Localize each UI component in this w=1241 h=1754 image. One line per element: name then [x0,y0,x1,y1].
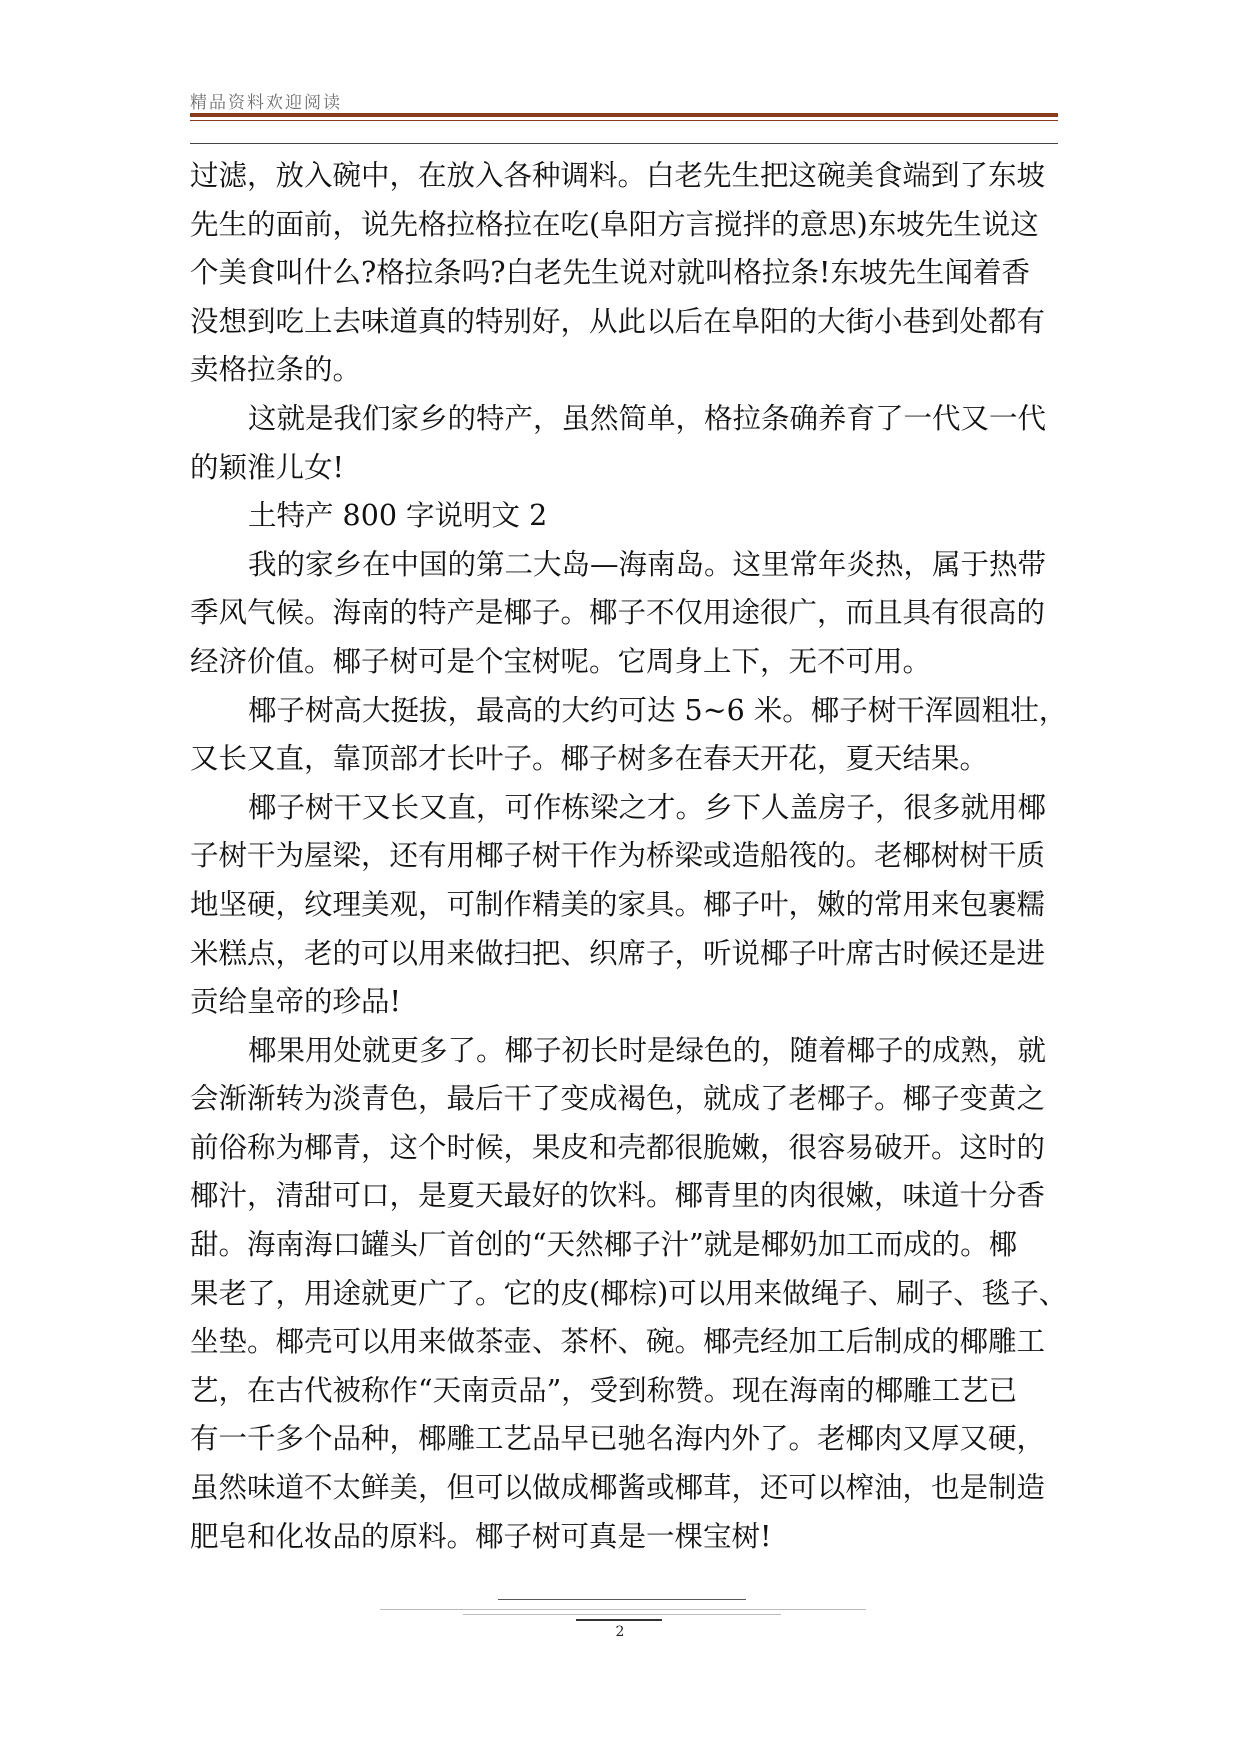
header-rule-thin [190,120,1058,121]
text-line: 地坚硬，纹理美观，可制作精美的家具。椰子叶，嫩的常用来包裹糯 [190,887,1046,921]
text-line: 会渐渐转为淡青色，最后干了变成褐色，就成了老椰子。椰子变黄之 [190,1082,1046,1116]
text-line: 艺，在古代被称作“天南贡品”，受到称赞。现在海南的椰雕工艺已 [190,1373,1018,1407]
text-line: 贡给皇帝的珍品! [190,985,401,1019]
footer-rule [576,1619,662,1621]
page-header-title: 精品资料欢迎阅读 [190,93,342,113]
text-line: 坐垫。椰壳可以用来做茶壶、茶杯、碗。椰壳经加工后制成的椰雕工 [190,1325,1046,1359]
text-line: 椰子树高大挺拔，最高的大约可达 5~6 米。椰子树干浑圆粗壮， [248,693,1068,727]
text-line: 子树干为屋梁，还有用椰子树干作为桥梁或造船筏的。老椰树树干质 [190,839,1046,873]
text-line: 椰汁，清甜可口，是夏天最好的饮料。椰青里的肉很嫩，味道十分香 [190,1179,1046,1213]
content-top-rule [190,143,1058,144]
text-line: 虽然味道不太鲜美，但可以做成椰酱或椰茸，还可以榨油，也是制造 [190,1471,1046,1505]
text-line: 果老了，用途就更广了。它的皮(椰棕)可以用来做绳子、刷子、毯子、 [190,1276,1068,1310]
text-line: 过滤，放入碗中，在放入各种调料。白老先生把这碗美食端到了东坡 [190,159,1046,192]
text-line: 我的家乡在中国的第二大岛—海南岛。这里常年炎热，属于热带 [248,547,1047,581]
document-body [190,152,1070,1561]
text-line: 又长又直，靠顶部才长叶子。椰子树多在春天开花，夏天结果。 [190,742,989,776]
text-line: 经济价值。椰子树可是个宝树呢。它周身上下，无不可用。 [190,644,932,678]
footer-rule [380,1609,866,1610]
header-rule-thick [190,113,1058,117]
page-number: 2 [615,1624,625,1640]
text-line: 这就是我们家乡的特产，虽然简单，格拉条确养育了一代又一代 [248,401,1047,435]
text-line: 个美食叫什么?格拉条吗?白老先生说对就叫格拉条!东坡先生闻着香 [190,256,1031,290]
text-line: 有一千多个品种，椰雕工艺品早已驰名海内外了。老椰肉又厚又硬， [190,1422,1046,1456]
footer-rule [463,1614,781,1615]
footer-rule [498,1599,746,1600]
text-line: 椰果用处就更多了。椰子初长时是绿色的，随着椰子的成熟，就 [248,1033,1047,1067]
text-line: 先生的面前，说先格拉格拉在吃(阜阳方言搅拌的意思)东坡先生说这 [190,207,1039,241]
text-line: 卖格拉条的。 [190,353,362,387]
text-line: 没想到吃上去味道真的特别好，从此以后在阜阳的大街小巷到处都有 [190,304,1046,338]
text-line: 肥皂和化妆品的原料。椰子树可真是一棵宝树! [190,1519,772,1553]
text-line: 的颖淮儿女! [190,450,344,484]
text-line: 米糕点，老的可以用来做扫把、织席子，听说椰子叶席古时候还是进 [190,936,1046,970]
text-line: 季风气候。海南的特产是椰子。椰子不仅用途很广，而且具有很高的 [190,596,1046,630]
text-line: 前俗称为椰青，这个时候，果皮和壳都很脆嫩，很容易破开。这时的 [190,1130,1046,1164]
text-line: 甜。海南海口罐头厂首创的“天然椰子汁”就是椰奶加工而成的。椰 [190,1228,1018,1262]
text-line: 椰子树干又长又直，可作栋梁之才。乡下人盖房子，很多就用椰 [248,790,1047,824]
text-line: 土特产 800 字说明文 2 [248,499,548,533]
